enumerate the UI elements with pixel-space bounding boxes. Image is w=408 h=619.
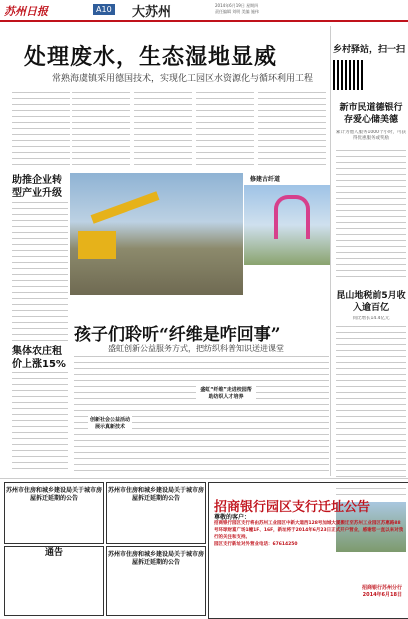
sidebar-sub-2: 同比增长14.4亿元 xyxy=(352,316,390,321)
sidebar-head-1: 新市民道德银行存爱心储美德 xyxy=(339,103,403,125)
lead-subhead: 常熟海虞镇采用德国技术，实现化工园区水资源化与循环利用工程 xyxy=(52,74,314,84)
bank-ad-text: 招商银行园区支行将由苏州工业园区中新大道西128号加城大厦搬迁至苏州工业园区苏惠路88号环球财富广场1幢1F、16F，新址将于2014年6月23日正式开户营业，感谢您一直以来对我行的关注和支持。 xyxy=(214,521,404,540)
arch-gate xyxy=(274,195,310,239)
sidebar-header: 乡村驿站，扫一扫 xyxy=(333,45,406,55)
body-text-column xyxy=(12,92,70,167)
story2-headline: 孩子们聆听“纤维是咋回事” xyxy=(74,325,281,345)
excavator-body xyxy=(78,231,116,259)
bank-ad-sign-date: 2014年6月18日 xyxy=(362,592,402,598)
notice-title: 通告 xyxy=(44,548,63,558)
pull-quote: 创新社会公益活动展示真新技术 xyxy=(88,414,132,432)
pull-quote: 盛虹“纤维”走进校园帮助纺织人才培养 xyxy=(196,384,256,402)
date-line: 2014年6月19日 星期四 xyxy=(215,3,259,8)
photo-caption: 修建古纤道 xyxy=(250,176,281,183)
notice-title: 苏州市住房和城乡建设局关于城市房屋拆迁延期的公告 xyxy=(107,551,204,566)
column-divider xyxy=(330,26,331,476)
body-text-column xyxy=(12,372,68,472)
sidebar-head-2: 昆山地税前5月收入逾百亿 xyxy=(336,291,406,313)
newspaper-logo: 苏州日报 xyxy=(4,5,48,18)
notice-box xyxy=(106,546,206,616)
sidebar-body xyxy=(336,326,406,496)
bank-ad-body xyxy=(214,520,404,548)
editor-line: 责任编辑 刘明 美编 施伟 xyxy=(215,9,259,14)
left-column-head-1: 助推企业转型产业升级 xyxy=(12,175,62,199)
bank-ad-phone: 园区支行新址对外营业电话：67614250 xyxy=(214,542,298,547)
body-text-column xyxy=(72,92,130,170)
section-divider xyxy=(0,478,408,479)
notice-box xyxy=(4,482,104,544)
excavator-photo xyxy=(70,173,243,295)
qr-code-icon[interactable] xyxy=(333,60,363,90)
notice-box xyxy=(4,546,104,616)
date-info xyxy=(215,3,325,15)
bank-ad-greeting: 尊敬的客户： xyxy=(214,514,251,521)
notice-box xyxy=(106,482,206,544)
canal-gate-photo xyxy=(244,185,330,265)
page-number: A10 xyxy=(93,4,115,15)
notice-title: 苏州市住房和城乡建设局关于城市房屋拆迁延期的公告 xyxy=(5,487,102,502)
masthead-rule xyxy=(0,20,408,22)
body-text-column xyxy=(12,202,68,342)
bank-ad-sign-name: 招商银行苏州分行 xyxy=(361,585,402,591)
body-text-column xyxy=(258,92,326,170)
story2-subhead: 盛虹创新公益服务方式，把纺织科普知识送进课堂 xyxy=(108,344,284,353)
section-title: 大苏州 xyxy=(132,5,172,20)
left-column-head-2: 集体农庄租价上涨15% xyxy=(12,346,66,370)
lead-headline: 处理废水，生态湿地显威 xyxy=(24,44,278,70)
excavator-arm xyxy=(91,191,160,223)
body-text-column xyxy=(134,92,192,170)
bank-ad-title: 招商银行园区支行迁址公告 xyxy=(214,500,371,515)
masthead xyxy=(0,0,408,22)
bank-ad-signature xyxy=(336,585,402,599)
notice-title: 苏州市住房和城乡建设局关于城市房屋拆迁延期的公告 xyxy=(107,487,204,502)
sidebar-body xyxy=(336,150,406,280)
sidebar-sub-1: 累计为他人服务1000个小时，可获得优惠服务或奖励 xyxy=(336,130,406,142)
body-text-column xyxy=(196,92,254,170)
